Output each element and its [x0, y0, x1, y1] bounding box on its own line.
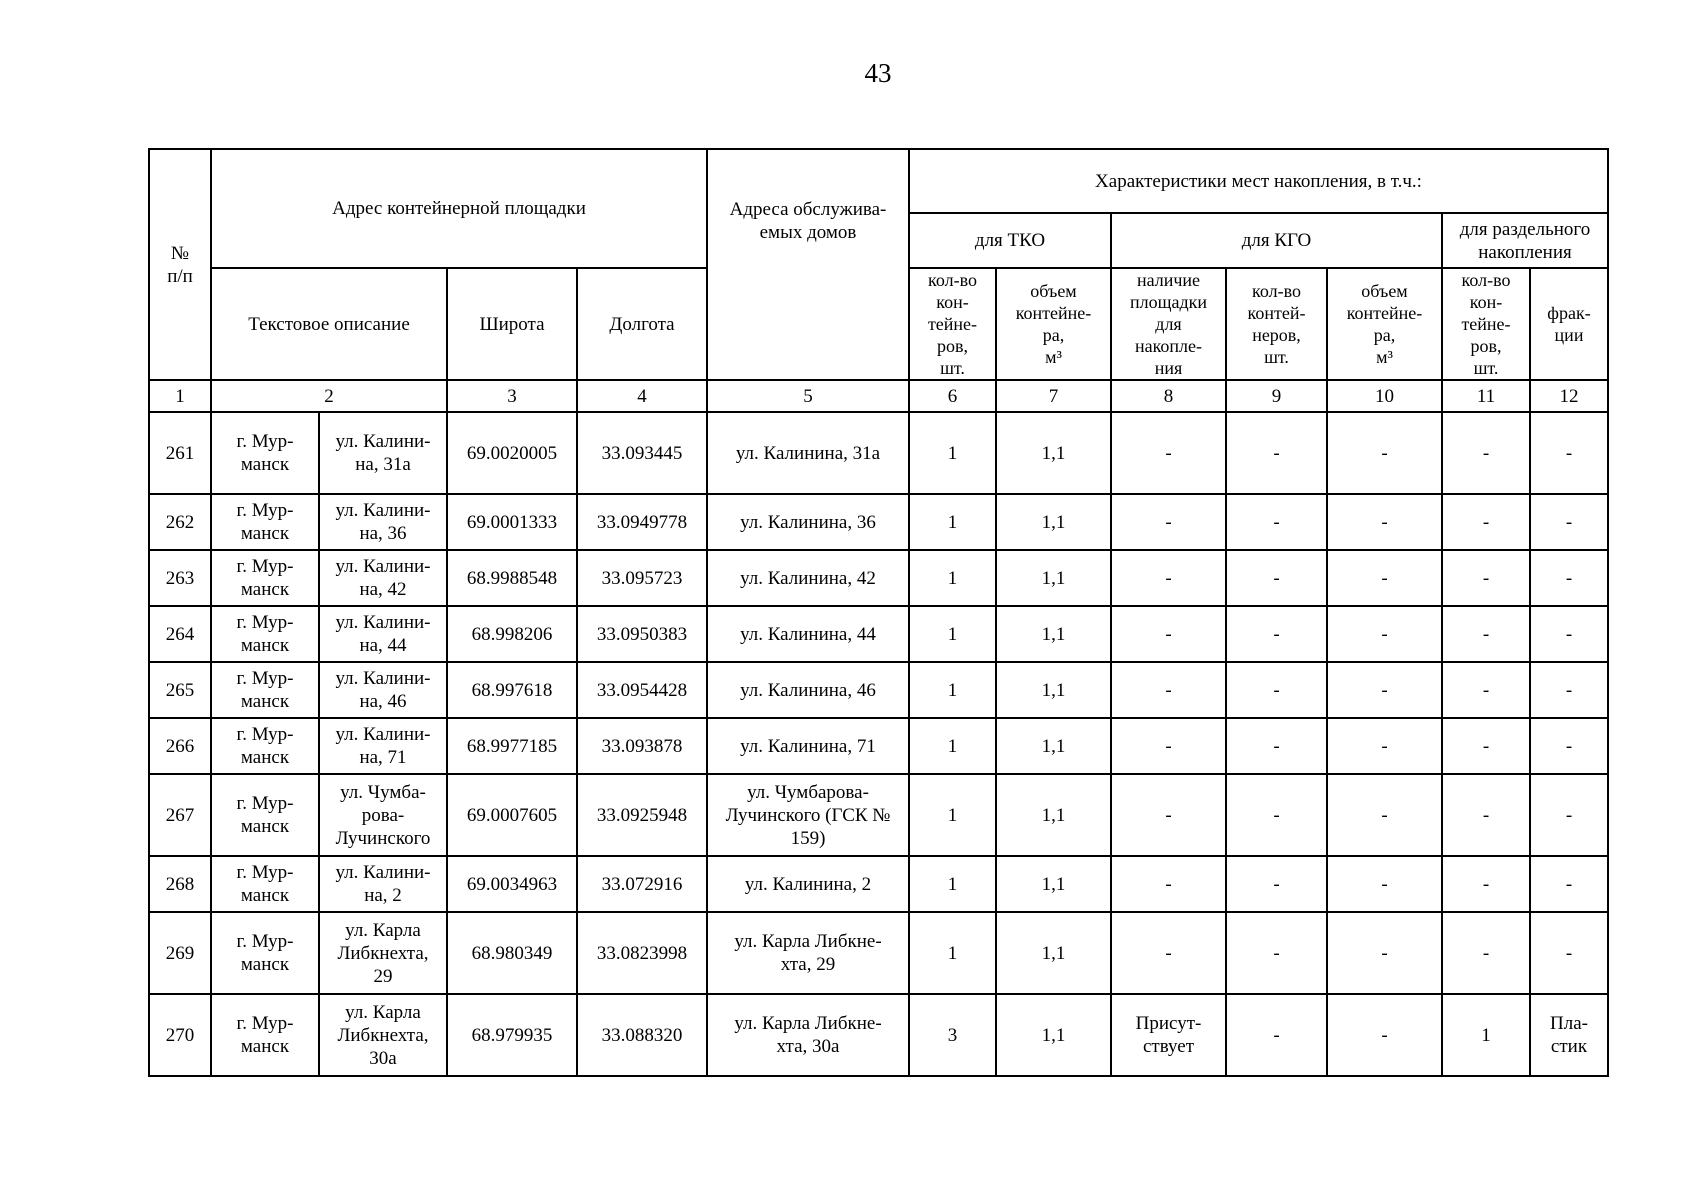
row-num-cell: 261 — [149, 412, 211, 494]
tko-count-cell: 1 — [909, 912, 996, 994]
header-sep-count: кол-во кон- тейне- ров, шт. — [1442, 268, 1530, 380]
city-cell: г. Мур- манск — [211, 412, 319, 494]
street-cell: ул. Калини- на, 31а — [319, 412, 447, 494]
kgo-presence-cell: - — [1111, 718, 1226, 774]
longitude-cell: 33.088320 — [577, 994, 707, 1076]
tko-count-cell: 1 — [909, 718, 996, 774]
city-cell: г. Мур- манск — [211, 912, 319, 994]
tko-volume-cell: 1,1 — [996, 494, 1111, 550]
sep-fraction-cell: - — [1530, 606, 1608, 662]
kgo-count-cell: - — [1226, 662, 1327, 718]
kgo-presence-cell: - — [1111, 856, 1226, 912]
tko-count-cell: 1 — [909, 774, 996, 856]
column-number: 10 — [1327, 380, 1442, 412]
table-row — [149, 912, 1608, 994]
kgo-volume-cell: - — [1327, 774, 1442, 856]
kgo-count-cell: - — [1226, 774, 1327, 856]
row-num-cell: 266 — [149, 718, 211, 774]
sep-fraction-cell: - — [1530, 856, 1608, 912]
longitude-cell: 33.093445 — [577, 412, 707, 494]
column-number: 5 — [707, 380, 909, 412]
sep-count-cell: - — [1442, 774, 1530, 856]
row-num-cell: 269 — [149, 912, 211, 994]
header-served-houses: Адреса обслужива- емых домов — [707, 149, 909, 380]
column-number-row — [149, 380, 1608, 412]
tko-count-cell: 1 — [909, 606, 996, 662]
city-cell: г. Мур- манск — [211, 494, 319, 550]
kgo-volume-cell: - — [1327, 912, 1442, 994]
kgo-count-cell: - — [1226, 994, 1327, 1076]
street-cell: ул. Калини- на, 42 — [319, 550, 447, 606]
table-row — [149, 606, 1608, 662]
kgo-volume-cell: - — [1327, 994, 1442, 1076]
tko-count-cell: 1 — [909, 856, 996, 912]
row-num-cell: 263 — [149, 550, 211, 606]
city-cell: г. Мур- манск — [211, 774, 319, 856]
longitude-cell: 33.0925948 — [577, 774, 707, 856]
header-kgo-volume: объем контейне- ра, м³ — [1327, 268, 1442, 380]
served-houses-cell: ул. Калинина, 71 — [707, 718, 909, 774]
header-sep-fraction: фрак- ции — [1530, 268, 1608, 380]
served-houses-cell: ул. Карла Либкне- хта, 30а — [707, 994, 909, 1076]
city-cell: г. Мур- манск — [211, 662, 319, 718]
table-row — [149, 994, 1608, 1076]
kgo-presence-cell: - — [1111, 662, 1226, 718]
kgo-count-cell: - — [1226, 606, 1327, 662]
kgo-count-cell: - — [1226, 912, 1327, 994]
tko-count-cell: 1 — [909, 550, 996, 606]
served-houses-cell: ул. Калинина, 2 — [707, 856, 909, 912]
table-row — [149, 494, 1608, 550]
header-longitude: Долгота — [577, 268, 707, 380]
latitude-cell: 68.979935 — [447, 994, 577, 1076]
column-number: 7 — [996, 380, 1111, 412]
tko-count-cell: 1 — [909, 662, 996, 718]
latitude-cell: 68.9977185 — [447, 718, 577, 774]
longitude-cell: 33.0950383 — [577, 606, 707, 662]
tko-volume-cell: 1,1 — [996, 550, 1111, 606]
latitude-cell: 68.998206 — [447, 606, 577, 662]
column-number: 1 — [149, 380, 211, 412]
table-row — [149, 550, 1608, 606]
sep-count-cell: - — [1442, 662, 1530, 718]
latitude-cell: 69.0007605 — [447, 774, 577, 856]
tko-volume-cell: 1,1 — [996, 662, 1111, 718]
sep-count-cell: 1 — [1442, 994, 1530, 1076]
header-tko-count: кол-во кон- тейне- ров, шт. — [909, 268, 996, 380]
longitude-cell: 33.093878 — [577, 718, 707, 774]
served-houses-cell: ул. Калинина, 46 — [707, 662, 909, 718]
street-cell: ул. Калини- на, 44 — [319, 606, 447, 662]
tko-count-cell: 3 — [909, 994, 996, 1076]
header-text-desc: Текстовое описание — [211, 268, 447, 380]
longitude-cell: 33.0949778 — [577, 494, 707, 550]
row-num-cell: 265 — [149, 662, 211, 718]
tko-volume-cell: 1,1 — [996, 606, 1111, 662]
header-kgo-count: кол-во контей- неров, шт. — [1226, 268, 1327, 380]
city-cell: г. Мур- манск — [211, 550, 319, 606]
row-num-cell: 268 — [149, 856, 211, 912]
column-number: 8 — [1111, 380, 1226, 412]
kgo-count-cell: - — [1226, 550, 1327, 606]
sep-fraction-cell: - — [1530, 412, 1608, 494]
table-row — [149, 412, 1608, 494]
sep-fraction-cell: - — [1530, 774, 1608, 856]
column-number: 9 — [1226, 380, 1327, 412]
served-houses-cell: ул. Калинина, 42 — [707, 550, 909, 606]
longitude-cell: 33.095723 — [577, 550, 707, 606]
sep-count-cell: - — [1442, 606, 1530, 662]
sep-count-cell: - — [1442, 912, 1530, 994]
street-cell: ул. Чумба- рова- Лучинского — [319, 774, 447, 856]
tko-volume-cell: 1,1 — [996, 994, 1111, 1076]
column-number: 4 — [577, 380, 707, 412]
header-tko: для ТКО — [909, 213, 1111, 268]
kgo-volume-cell: - — [1327, 718, 1442, 774]
sep-fraction-cell: Пла- стик — [1530, 994, 1608, 1076]
header-address-group: Адрес контейнерной площадки — [211, 149, 707, 268]
served-houses-cell: ул. Калинина, 31а — [707, 412, 909, 494]
latitude-cell: 69.0001333 — [447, 494, 577, 550]
kgo-presence-cell: - — [1111, 550, 1226, 606]
column-number: 12 — [1530, 380, 1608, 412]
kgo-count-cell: - — [1226, 718, 1327, 774]
header-num: № п/п — [149, 149, 211, 380]
latitude-cell: 69.0020005 — [447, 412, 577, 494]
kgo-presence-cell: - — [1111, 912, 1226, 994]
latitude-cell: 68.997618 — [447, 662, 577, 718]
header-characteristics: Характеристики мест накопления, в т.ч.: — [909, 149, 1608, 213]
header-separate: для раздельного накопления — [1442, 213, 1608, 268]
container-sites-table — [148, 148, 1609, 1077]
served-houses-cell: ул. Калинина, 44 — [707, 606, 909, 662]
kgo-presence-cell: - — [1111, 494, 1226, 550]
page-number: 43 — [864, 58, 892, 88]
kgo-volume-cell: - — [1327, 412, 1442, 494]
tko-volume-cell: 1,1 — [996, 718, 1111, 774]
header-tko-volume: объем контейне- ра, м³ — [996, 268, 1111, 380]
header-kgo: для КГО — [1111, 213, 1442, 268]
kgo-presence-cell: Присут- ствует — [1111, 994, 1226, 1076]
sep-fraction-cell: - — [1530, 550, 1608, 606]
longitude-cell: 33.072916 — [577, 856, 707, 912]
longitude-cell: 33.0954428 — [577, 662, 707, 718]
sep-count-cell: - — [1442, 550, 1530, 606]
table-row — [149, 856, 1608, 912]
table-row — [149, 718, 1608, 774]
kgo-volume-cell: - — [1327, 662, 1442, 718]
latitude-cell: 68.9988548 — [447, 550, 577, 606]
sep-count-cell: - — [1442, 494, 1530, 550]
row-num-cell: 270 — [149, 994, 211, 1076]
tko-volume-cell: 1,1 — [996, 912, 1111, 994]
header-kgo-presence: наличие площадки для накопле- ния — [1111, 268, 1226, 380]
header-latitude: Широта — [447, 268, 577, 380]
street-cell: ул. Калини- на, 2 — [319, 856, 447, 912]
column-number: 3 — [447, 380, 577, 412]
street-cell: ул. Калини- на, 36 — [319, 494, 447, 550]
street-cell: ул. Карла Либкнехта, 30а — [319, 994, 447, 1076]
row-num-cell: 267 — [149, 774, 211, 856]
street-cell: ул. Карла Либкнехта, 29 — [319, 912, 447, 994]
kgo-count-cell: - — [1226, 412, 1327, 494]
longitude-cell: 33.0823998 — [577, 912, 707, 994]
kgo-count-cell: - — [1226, 856, 1327, 912]
street-cell: ул. Калини- на, 71 — [319, 718, 447, 774]
latitude-cell: 68.980349 — [447, 912, 577, 994]
sep-count-cell: - — [1442, 718, 1530, 774]
city-cell: г. Мур- манск — [211, 718, 319, 774]
sep-fraction-cell: - — [1530, 718, 1608, 774]
tko-count-cell: 1 — [909, 412, 996, 494]
city-cell: г. Мур- манск — [211, 606, 319, 662]
sep-fraction-cell: - — [1530, 662, 1608, 718]
city-cell: г. Мур- манск — [211, 856, 319, 912]
column-number: 11 — [1442, 380, 1530, 412]
sep-fraction-cell: - — [1530, 912, 1608, 994]
tko-volume-cell: 1,1 — [996, 774, 1111, 856]
kgo-volume-cell: - — [1327, 494, 1442, 550]
column-number: 2 — [211, 380, 447, 412]
row-num-cell: 264 — [149, 606, 211, 662]
sep-fraction-cell: - — [1530, 494, 1608, 550]
street-cell: ул. Калини- на, 46 — [319, 662, 447, 718]
table-row — [149, 774, 1608, 856]
column-number: 6 — [909, 380, 996, 412]
city-cell: г. Мур- манск — [211, 994, 319, 1076]
kgo-volume-cell: - — [1327, 606, 1442, 662]
latitude-cell: 69.0034963 — [447, 856, 577, 912]
tko-count-cell: 1 — [909, 494, 996, 550]
kgo-presence-cell: - — [1111, 774, 1226, 856]
kgo-count-cell: - — [1226, 494, 1327, 550]
kgo-presence-cell: - — [1111, 412, 1226, 494]
kgo-volume-cell: - — [1327, 856, 1442, 912]
sep-count-cell: - — [1442, 856, 1530, 912]
served-houses-cell: ул. Калинина, 36 — [707, 494, 909, 550]
kgo-volume-cell: - — [1327, 550, 1442, 606]
row-num-cell: 262 — [149, 494, 211, 550]
tko-volume-cell: 1,1 — [996, 856, 1111, 912]
sep-count-cell: - — [1442, 412, 1530, 494]
served-houses-cell: ул. Карла Либкне- хта, 29 — [707, 912, 909, 994]
kgo-presence-cell: - — [1111, 606, 1226, 662]
tko-volume-cell: 1,1 — [996, 412, 1111, 494]
served-houses-cell: ул. Чумбарова- Лучинского (ГСК № 159) — [707, 774, 909, 856]
table-row — [149, 662, 1608, 718]
